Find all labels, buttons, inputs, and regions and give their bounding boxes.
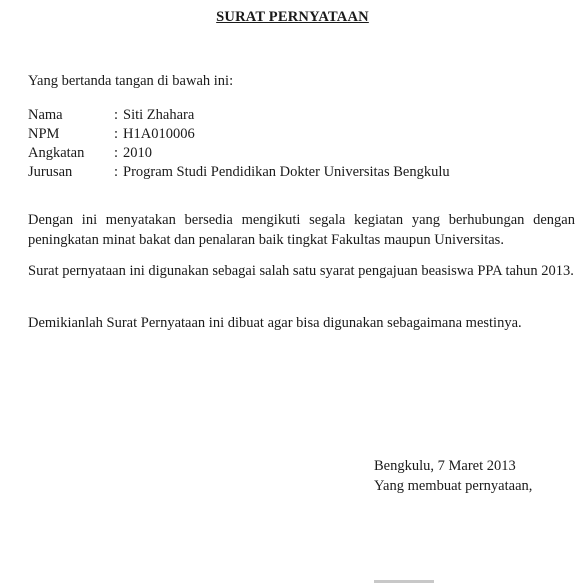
field-separator: : [114,126,119,142]
field-value: Siti Zhahara [123,107,195,123]
field-row-angkatan [28,144,450,163]
field-label: Nama [28,107,63,123]
intro-text: Yang bertanda tangan di bawah ini: [28,73,234,89]
field-separator: : [114,164,119,180]
field-separator: : [114,107,119,123]
field-row-npm [28,125,450,144]
field-row-nama [28,106,450,125]
identity-fields [28,106,450,182]
document-title: SURAT PERNYATAAN [216,9,369,25]
field-label: NPM [28,126,60,142]
signature-name-cropped [374,578,434,585]
paragraph-purpose: Surat pernyataan ini digunakan sebagai salah satu syarat pengajuan beasiswa PPA tahun 2013. [28,263,574,279]
signature-place-date: Bengkulu, 7 Maret 2013 [374,458,516,474]
paragraph-closing: Demikianlah Surat Pernyataan ini dibuat agar bisa digunakan sebagaimana mestinya. [28,315,522,331]
field-label: Angkatan [28,145,85,161]
field-label: Jurusan [28,164,73,180]
paragraph-statement: Dengan ini menyatakan bersedia mengikuti segala kegiatan yang berhubungan dengan peningkatan minat bakat dan penalaran baik tingkat Fakultas maupun Universitas. [28,212,575,248]
field-separator: : [114,145,119,161]
cropped-text-fragment [374,580,434,583]
field-value: Program Studi Pendidikan Dokter Universitas Bengkulu [123,164,450,180]
signature-role: Yang membuat pernyataan, [374,478,533,494]
signature-block [374,456,532,496]
field-value: H1A010006 [123,126,195,142]
field-value: 2010 [123,145,152,161]
field-row-jurusan [28,163,450,182]
